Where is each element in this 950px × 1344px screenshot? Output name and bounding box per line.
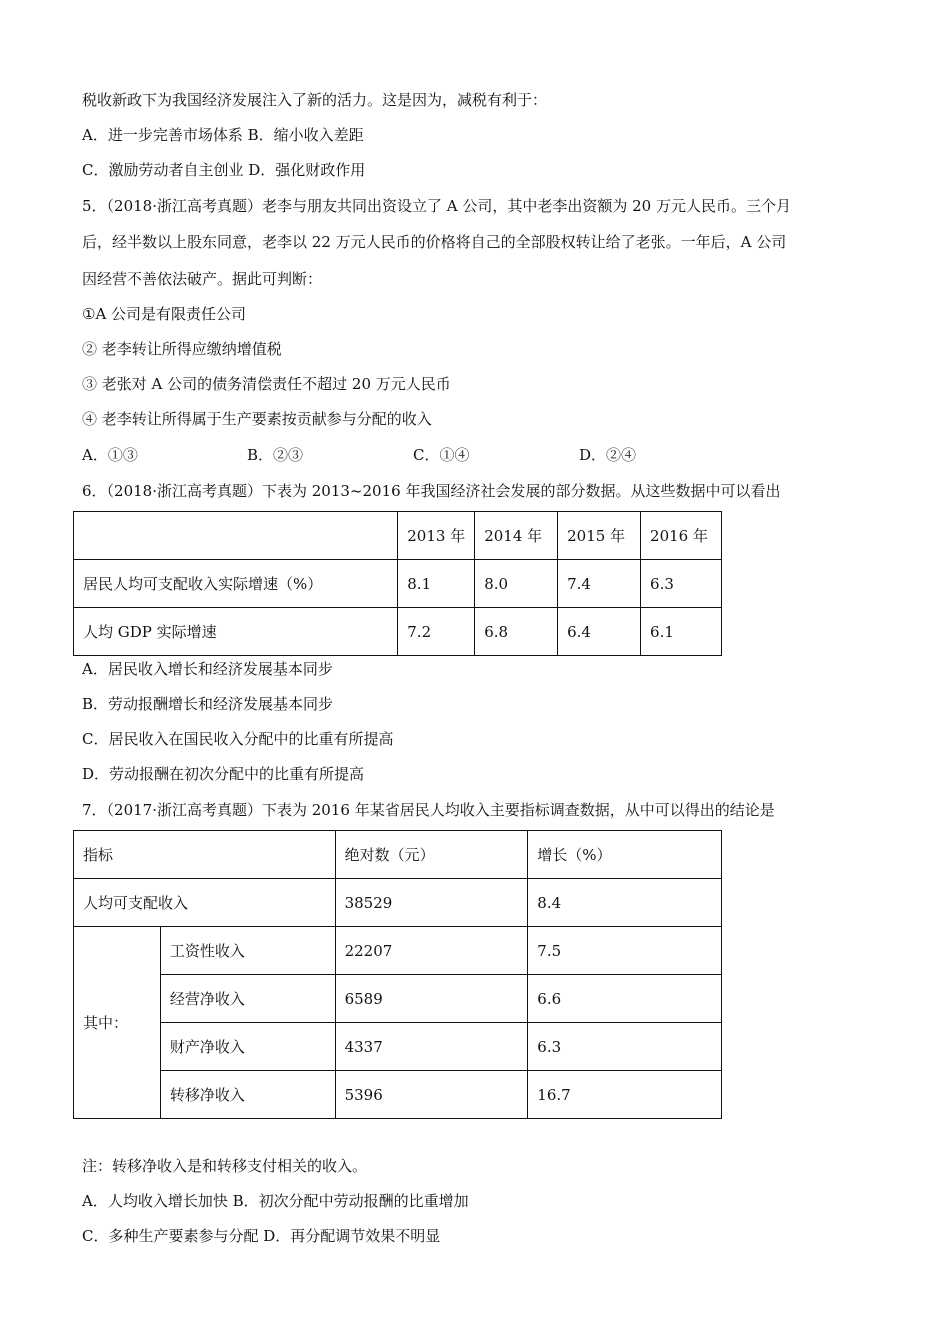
q7-sub-label: 工资性收入: [160, 927, 335, 975]
q6-header-row: [74, 512, 722, 560]
table-cell: 6.4: [558, 608, 641, 656]
q4-options-cd: C．激励劳动者自主创业 D．强化财政作用: [82, 161, 366, 179]
q6-option-c: C．居民收入在国民收入分配中的比重有所提高: [82, 730, 394, 748]
q5-option-d: D．②④: [579, 446, 637, 464]
table-row: [74, 927, 722, 975]
table-row: [74, 560, 722, 608]
q6-option-a: A．居民收入增长和经济发展基本同步: [82, 660, 333, 678]
table-cell: 4337: [335, 1023, 528, 1071]
table-cell: 8.1: [398, 560, 475, 608]
q6-header-blank: [74, 512, 398, 560]
q7-total-label: 人均可支配收入: [74, 879, 336, 927]
table-cell: 7.2: [398, 608, 475, 656]
table-cell: 16.7: [528, 1071, 722, 1119]
q7-options-ab: A．人均收入增长加快 B．初次分配中劳动报酬的比重增加: [82, 1192, 469, 1210]
q4-options-ab: A．进一步完善市场体系 B．缩小收入差距: [82, 126, 364, 144]
q5-statement-2: ② 老李转让所得应缴纳增值税: [82, 340, 282, 358]
q7-sub-label: 转移净收入: [160, 1071, 335, 1119]
q6-header-2014: 2014 年: [475, 512, 558, 560]
q5-statement-3: ③ 老张对 A 公司的债务清偿责任不超过 20 万元人民币: [82, 375, 451, 393]
table-row: [74, 608, 722, 656]
q6-option-d: D．劳动报酬在初次分配中的比重有所提高: [82, 765, 365, 783]
table-cell: 22207: [335, 927, 528, 975]
q7-header-absolute: 绝对数（元）: [335, 831, 528, 879]
table-cell: 7.4: [558, 560, 641, 608]
table-row: [74, 1071, 722, 1119]
q5-option-b: B．②③: [247, 446, 304, 464]
q6-data-table: [73, 511, 722, 656]
table-cell: 6.8: [475, 608, 558, 656]
table-cell: 6.6: [528, 975, 722, 1023]
q6-header-2013: 2013 年: [398, 512, 475, 560]
q6-stem: 6．（2018·浙江高考真题）下表为 2013~2016 年我国经济社会发展的部分数据。从这些数据中可以看出: [82, 482, 781, 500]
q7-stem: 7．（2017·浙江高考真题）下表为 2016 年某省居民人均收入主要指标调查数据，从中可以得出的结论是: [82, 801, 775, 819]
table-cell: 5396: [335, 1071, 528, 1119]
table-cell: 8.0: [475, 560, 558, 608]
q6-header-2015: 2015 年: [558, 512, 641, 560]
q5-option-c: C．①④: [413, 446, 470, 464]
q4-stem-tail: 税收新政下为我国经济发展注入了新的活力。这是因为，减税有利于：: [82, 91, 548, 109]
q5-statement-4: ④ 老李转让所得属于生产要素按贡献参与分配的收入: [82, 410, 432, 428]
q7-sub-label: 经营净收入: [160, 975, 335, 1023]
table-cell: 6589: [335, 975, 528, 1023]
q5-stem-line1: 5．（2018·浙江高考真题）老李与朋友共同出资设立了 A 公司，其中老李出资额为 20 万元人民币。三个月: [82, 197, 791, 215]
q7-header-indicator: 指标: [74, 831, 336, 879]
q5-statement-1: ①A 公司是有限责任公司: [82, 305, 247, 323]
q6-row-label: 居民人均可支配收入实际增速（%）: [74, 560, 398, 608]
table-cell: 6.3: [528, 1023, 722, 1071]
table-row: [74, 1023, 722, 1071]
table-cell: 38529: [335, 879, 528, 927]
q5-stem-line3: 因经营不善依法破产。据此可判断：: [82, 270, 323, 288]
q7-group-label: 其中：: [74, 927, 161, 1119]
q7-header-row: [74, 831, 722, 879]
q5-stem-line2: 后，经半数以上股东同意，老李以 22 万元人民币的价格将自己的全部股权转让给了老张。一年后，A 公司: [82, 233, 787, 251]
q6-header-2016: 2016 年: [641, 512, 722, 560]
table-cell: 8.4: [528, 879, 722, 927]
q7-options-cd: C．多种生产要素参与分配 D．再分配调节效果不明显: [82, 1227, 441, 1245]
table-row: [74, 975, 722, 1023]
q7-sub-label: 财产净收入: [160, 1023, 335, 1071]
table-cell: 7.5: [528, 927, 722, 975]
q6-option-b: B．劳动报酬增长和经济发展基本同步: [82, 695, 334, 713]
table-row: [74, 879, 722, 927]
q7-data-table: [73, 830, 722, 1119]
q6-row-label: 人均 GDP 实际增速: [74, 608, 398, 656]
table-cell: 6.3: [641, 560, 722, 608]
q5-option-a: A．①③: [82, 446, 138, 464]
table-cell: 6.1: [641, 608, 722, 656]
q7-header-growth: 增长（%）: [528, 831, 722, 879]
q7-note: 注：转移净收入是和转移支付相关的收入。: [82, 1157, 368, 1175]
